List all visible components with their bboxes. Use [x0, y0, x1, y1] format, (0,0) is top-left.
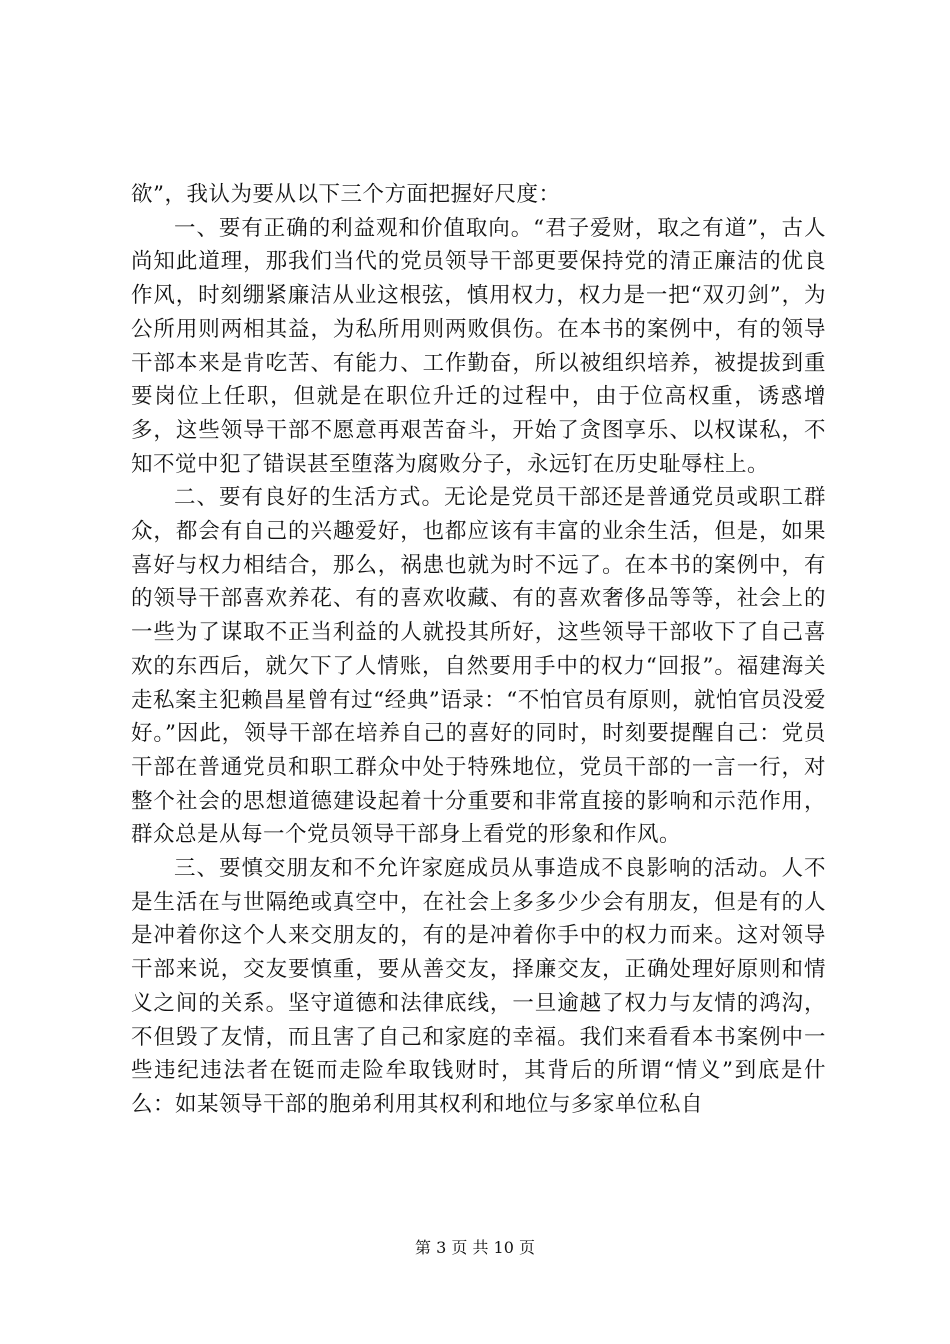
page-footer [0, 1238, 950, 1258]
paragraph-point-two: 二、要有良好的生活方式。无论是党员干部还是普通党员或职工群众，都会有自己的兴趣爱好，也都应该有丰富的业余生活，但是，如果喜好与权力相结合，那么，祸患也就为时不远了。在本书的案例中，有的领导干部喜欢养花、有的喜欢收藏、有的喜欢奢侈品等等，社会上的一些为了谋取不正当利益的人就投其所好，这些领导干部收下了自己喜欢的东西后，就欠下了人情账，自然要用手中的权力“回报”。福建海关走私案主犯赖昌星曾有过“经典”语录：“不怕官员有原则，就怕官员没爱好。”因此，领导干部在培养自己的喜好的同时，时刻要提醒自己：党员干部在普通党员和职工群众中处于特殊地位，党员干部的一言一行，对整个社会的思想道德建设起着十分重要和非常直接的影响和示范作用，群众总是从每一个党员领导干部身上看党的形象和作风。 [131, 485, 826, 848]
paragraph-point-one: 一、要有正确的利益观和价值取向。“君子爱财，取之有道”，古人尚知此道理，那我们当代的党员领导干部更要保持党的清正廉洁的优良作风，时刻绷紧廉洁从业这根弦，慎用权力，权力是一把“双刃剑”，为公所用则两相其益，为私所用则两败俱伤。在本书的案例中，有的领导干部本来是肯吃苦、有能力、工作勤奋，所以被组织培养，被提拔到重要岗位上任职，但就是在职位升迁的过程中，由于位高权重，诱惑增多，这些领导干部不愿意再艰苦奋斗，开始了贪图享乐、以权谋私，不知不觉中犯了错误甚至堕落为腐败分子，永远钉在历史耻辱柱上。 [131, 215, 826, 477]
paragraph-point-three: 三、要慎交朋友和不允许家庭成员从事造成不良影响的活动。人不是生活在与世隔绝或真空中，在社会上多多少少会有朋友，但是有的人是冲着你这个人来交朋友的，有的是冲着你手中的权力而来。这对领导干部来说，交友要慎重，要从善交友，择廉交友，正确处理好原则和情义之间的关系。坚守道德和法律底线，一旦逾越了权力与友情的鸿沟，不但毁了友情，而且害了自己和家庭的幸福。我们来看看本书案例中一些违纪违法者在铤而走险牟取钱财时，其背后的所谓“情义”到底是什么：如某领导干部的胞弟利用其权利和地位与多家单位私自 [131, 856, 826, 1117]
paragraph-continuation: 欲”，我认为要从以下三个方面把握好尺度： [131, 182, 561, 207]
page-number-label: 第 3 页 共 10 页 [415, 1238, 535, 1257]
document-body [131, 178, 826, 1122]
